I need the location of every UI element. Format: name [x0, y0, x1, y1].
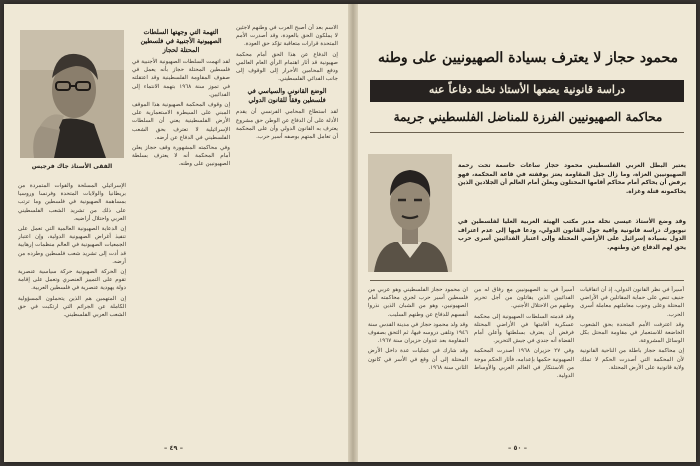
paragraph: إن الدفاع عن هذا الحق أمام محكمة صهيونية قد أثار اهتمام الرأي العام العالمي ودفع المحامين الأحرار إلى الوقوف إلى جانب الفدائي الفلسطيني. [236, 51, 338, 83]
right-col-a [368, 286, 468, 436]
paragraph: الاسم بعد أن أصبح العرب في وطنهم لاجئين لا يملكون الحق بالعودة، وقد أصدرت الأمم المتحدة قرارات متعاقبة تؤكد حق العودة. [236, 25, 338, 48]
spine [348, 4, 358, 462]
headline-main: محمود حجاز لا يعترف بسيادة الصهيونيين على وطنه [378, 50, 678, 66]
intro-paragraph: يعتبر البطل العربي الفلسطيني محمود حجاز ساعات حاسمة تحت رحمة الصهيونيين الغزاة، وما زال جيل المقاومة يعتز بوقفته في قاعة المحكمة، فهو يرفض أن يحاكم أمام محاكم أقامها المحتلون ويعلن أمام العالم أن الجلادين الذين يحاكمونه قتلة وغزاة. [458, 163, 686, 195]
photo-caption: الفقى الأستاذ جاك فرجيس [31, 163, 113, 170]
paragraph: أسيراً في نظر القانون الدولي، إذ أن اتفاقيات جنيف تنص على حماية المقاتلين في الأراضي المحتلة وعلى وجوب معاملتهم معاملة أسرى الحرب. [580, 287, 684, 318]
paragraph: إن وقوف المحكمة الصهيونية هذا الموقف المبني على السيطرة الاستعمارية على الأرض الفلسطينية يعني أن السلطات الإسرائيلية لا تعترف بحق الشعب الفلسطيني في الدفاع عن أرضه. [132, 102, 230, 141]
divider [370, 280, 684, 281]
paragraph: ان محمود حجاز الفلسطيني وهو عربي من فلسطين أسير حرب لجري محاكمته أمام الصهيونيين، وهو من الشبان الذين نذروا أنفسهم للدفاع عن وطنهم السليب. [368, 287, 468, 318]
paragraph: الإسرائيلي المسلحة والقوات المتمردة من بريطانيا والولايات المتحدة وفرنسا وروسيا بمساهمة الصهيونية في فلسطين وما ترتب على ذلك من تشريد الشعب الفلسطيني العربي واحتلال أراضيه. [18, 183, 126, 222]
paragraph: وقد ولد محمود حجاز في مدينة القدس سنة ١٩٤٦ وتلقى دروسه فيها، ثم التحق بصفوف المقاومة بعد عدوان حزيران سنة ١٩٦٧. [368, 321, 468, 345]
paragraph: أسيراً في يد الصهيونيين مع رفاق له من الفدائيين الذين يقاتلون من أجل تحرير وطنهم من الاحتلال الأجنبي. [474, 287, 574, 310]
paragraph: إن محاكمة حجاز باطلة من الناحية القانونية لأن المحكمة التي أصدرت الحكم لا تملك ولاية قانونية على الأرض المحتلة. [580, 348, 684, 371]
paragraph: وقد قدمته السلطات الصهيونية إلى محكمة عسكرية أقامتها في الأراضي المحتلة فرفض أن يعترف بسلطتها وأعلن أمام القضاة أنه جندي في جيش التحرير. [474, 313, 574, 345]
page-number: – ٥٠ – [508, 444, 527, 452]
right-col-c [580, 286, 684, 436]
intro-paragraph-2: وقد وضع الأستاذ عيسى نخلة مدير مكتب الهيئة العربية العليا لفلسطين في نيويورك دراسة قانونية وافية حول القانون الدولي، ودعا فيها إلى عدم اعتراف الدول بسيادة إسرائيل على الأراضي المحتلة وإلى اعتبار الفدائيين أسرى حرب يحق لهم الدفاع عن وطنهم. [458, 219, 686, 251]
magazine-spread [4, 4, 696, 462]
left-page [4, 4, 348, 462]
page-number: – ٤٩ – [164, 444, 183, 452]
section-subheading: التهمة التي وجهتها السلطات الصهيونية الأجنبية في فلسطين المحتلة لحجاز [140, 28, 222, 54]
headline-sub: دراسة قانونية يضعها الأستاذ نخله دفاعاً عنه [428, 83, 626, 96]
right-col-b [474, 286, 574, 436]
lawyer-photo [20, 30, 124, 158]
hijaz-photo [368, 154, 452, 272]
paragraph: وفي ٢٧ حزيران ١٩٦٨ أصدرت المحكمة الصهيونية حكمها بإعدامه، فأثار الحكم موجة من الاستنكار في العالم العربي والأوساط الدولية. [474, 348, 574, 380]
section-subheading: الوضع القانوني والسياسي في فلسطين وفقاً للقانون الدولي [247, 87, 327, 105]
left-col-a [18, 182, 126, 434]
left-col-b [132, 24, 230, 434]
paragraph: وقد اعترفت الأمم المتحدة بحق الشعوب الخاضعة للاستعمار في مقاومة المحتل بكل الوسائل المشروعة. [580, 321, 684, 345]
paragraph: وقد شارك في عمليات عدة داخل الأرض المحتلة إلى أن وقع في الأسر في كانون الثاني سنة ١٩٦٨. [368, 348, 468, 371]
paragraph: إن المتهمين هم الذين يتحملون المسؤولية الكاملة عن الجرائم التي ارتكبت في حق الشعب العربي الفلسطيني. [18, 295, 126, 319]
paragraph: إن الحركة الصهيونية حركة سياسية عنصرية تقوم على التمييز العنصري وتعمل على إقامة دولة يهودية عنصرية في فلسطين العربية. [18, 269, 126, 292]
left-col-c [236, 24, 338, 434]
paragraph: وفي محاكمته المشهورة وقف حجاز يعلن أمام المحكمة أنه لا يعترف بسلطة الصهيونيين على وطنه. [132, 145, 230, 168]
right-page [358, 4, 696, 462]
paragraph: لقد اتهمت السلطات الصهيونية الأجنبية في فلسطين المحتلة حجاز بأنه يعمل في صفوف المقاومة الفلسطينية وقد اعتقلته في تموز سنة ١٩٦٨ بتهمة الانتماء إلى الفدائيين. [132, 59, 230, 98]
headline-third: محاكمة الصهيونيين الفرزة للمناضل الفلسطيني جريمة [393, 110, 663, 124]
paragraph: لقد استطاع المحامي الفرنسي أن يقدم الأدلة على أن الدفاع عن الوطن حق مشروع يعترف به القانون الدولي وأن على المحكمة أن تعامل المتهم بوصفه أسير حرب. [236, 109, 338, 141]
paragraph: إن الدعاية الصهيونية العالمية التي تعمل على تنفيذ أغراض الصهيونية الدولية، وإن اعتبار الجمعيات الصهيونية في العالم منظمات إرهابية قد أدت إلى تشريد شعب فلسطين وطرده من أرضه. [18, 226, 126, 265]
divider [370, 132, 684, 133]
